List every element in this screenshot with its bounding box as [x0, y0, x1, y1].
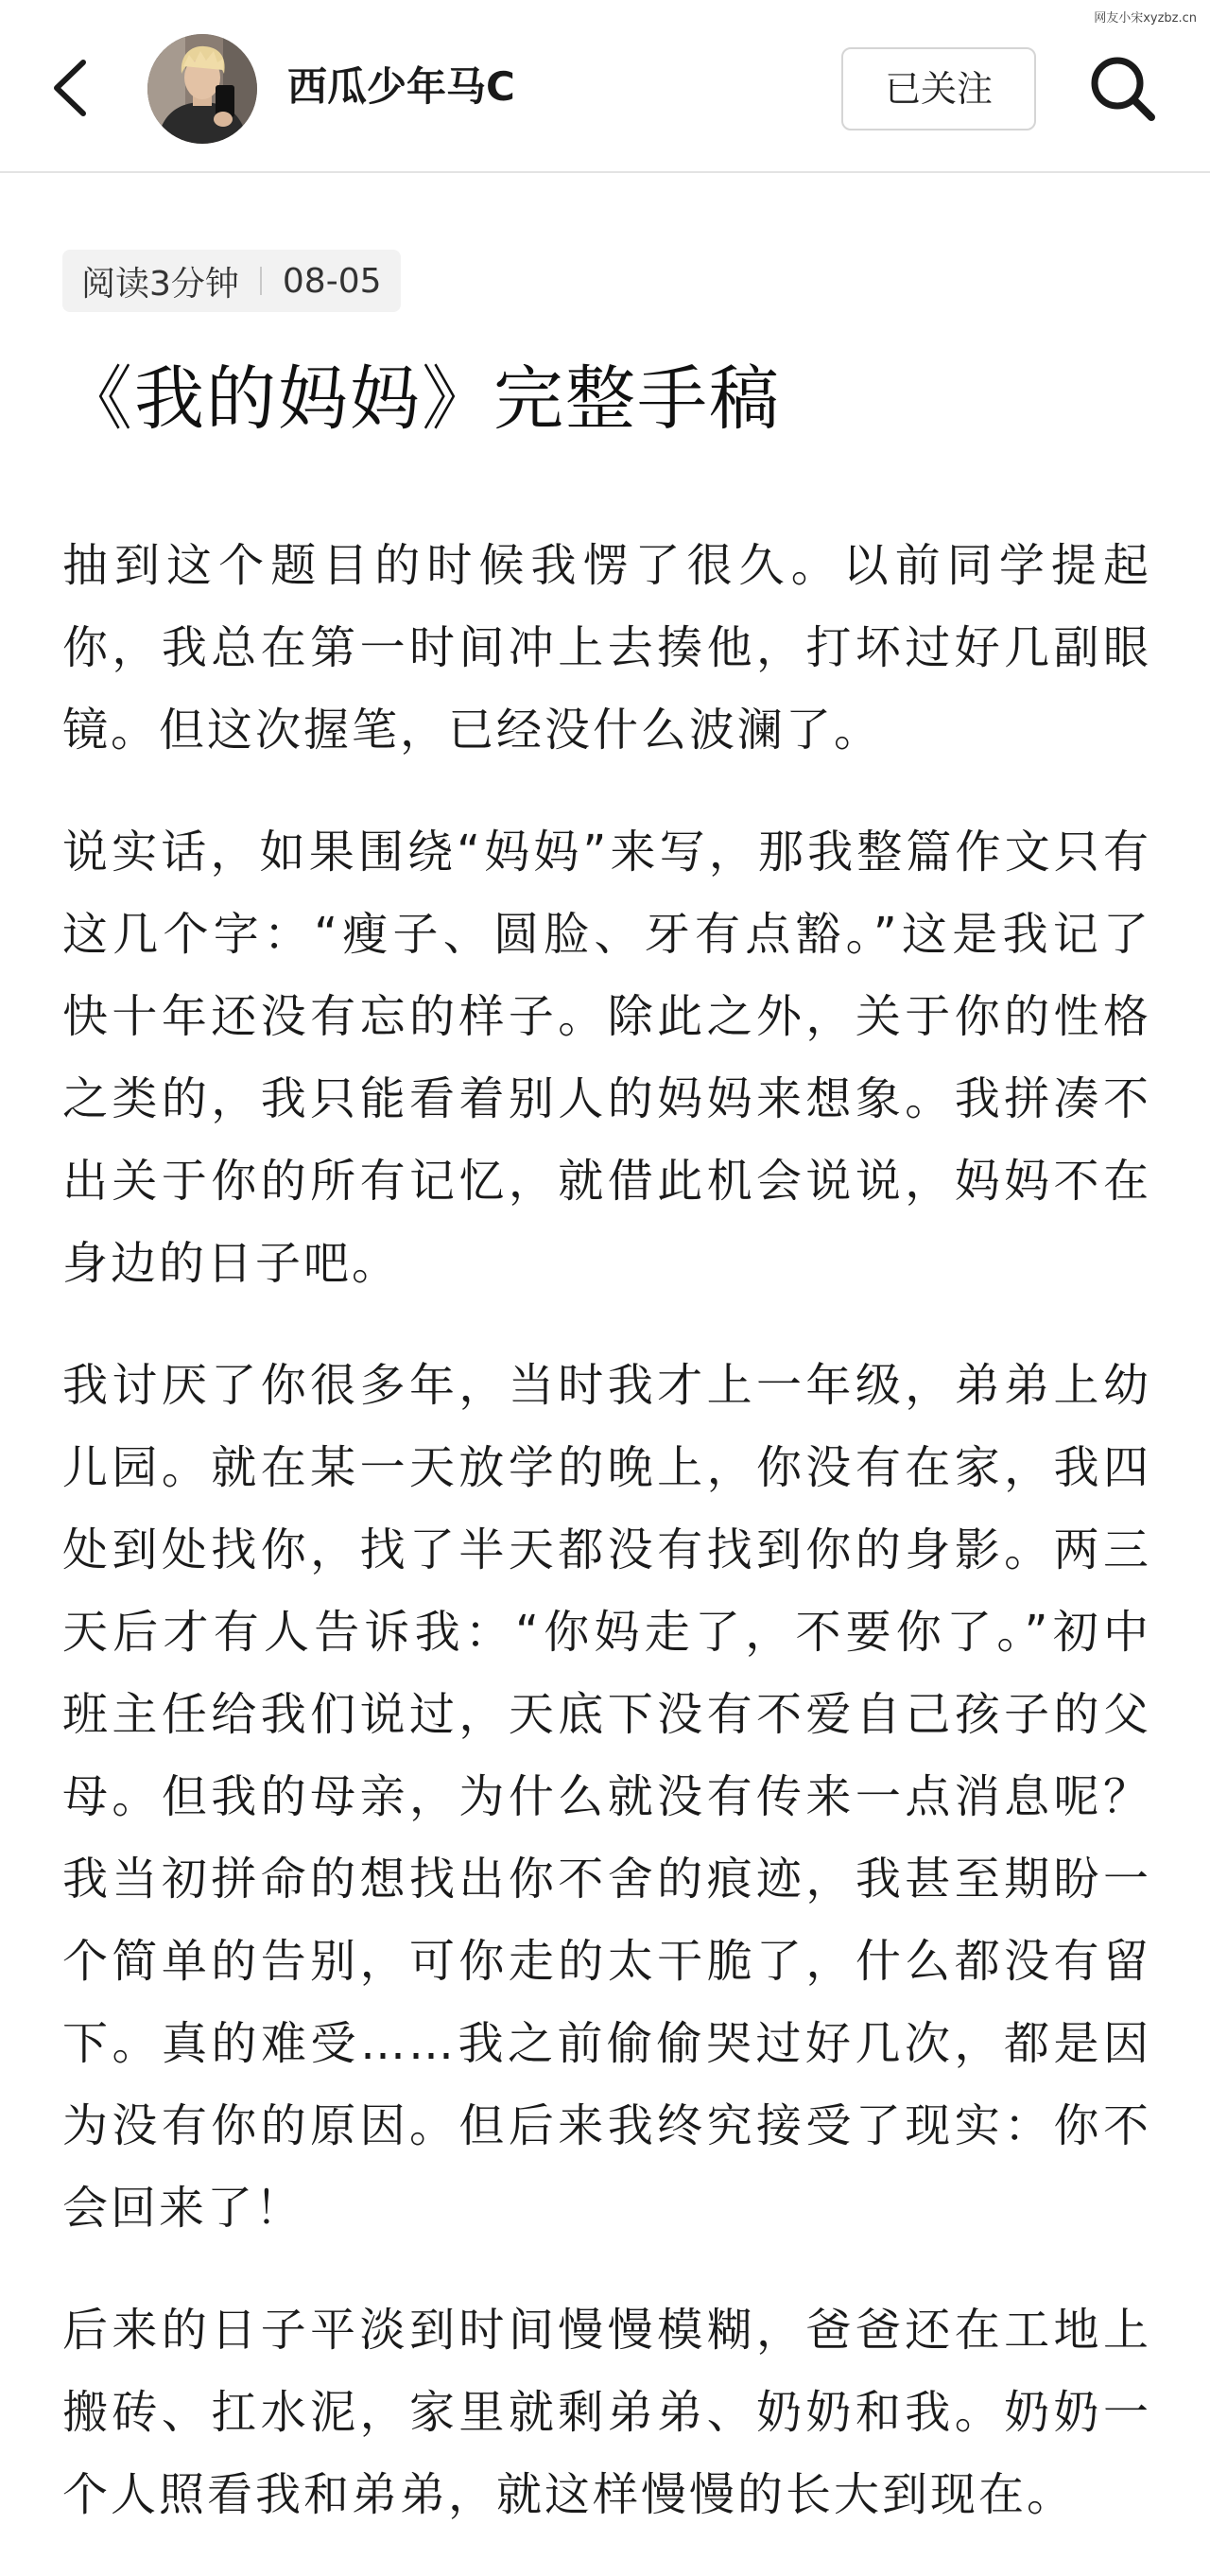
publish-date: 08-05	[282, 261, 382, 301]
article-meta	[62, 250, 401, 312]
avatar-photo	[147, 34, 257, 144]
article-title: 《我的妈妈》完整手稿	[62, 358, 781, 440]
article-paragraph: 说实话，如果围绕“妈妈”来写，那我整篇作文只有这几个字：“瘦子、圆脸、牙有点豁。”这是我记了快十年还没有忘的样子。除此之外，关于你的性格之类的，我只能看着别人的妈妈来想象。我拼凑不出关于你的所有记忆，就借此机会说说，妈妈不在身边的日子吧。	[62, 826, 1151, 1290]
search-button[interactable]	[1087, 53, 1159, 125]
search-icon	[1087, 53, 1159, 125]
author-name[interactable]: 西瓜少年马C	[287, 63, 515, 110]
follow-button[interactable]: 已关注	[841, 47, 1036, 131]
author-avatar[interactable]	[147, 34, 257, 144]
top-bar	[0, 0, 1210, 173]
back-button[interactable]	[45, 57, 98, 119]
meta-divider	[260, 267, 262, 295]
read-time: 阅读3分钟	[81, 264, 239, 304]
watermark: 网友小宋xyzbz.cn	[1094, 11, 1197, 26]
article-paragraph: 后来的日子平淡到时间慢慢模糊，爸爸还在工地上搬砖、扛水泥，家里就剩弟弟、奶奶和我。奶奶一个人照看我和弟弟，就这样慢慢的长大到现在。	[62, 2304, 1151, 2521]
article-paragraph: 抽到这个题目的时候我愣了很久。以前同学提起你，我总在第一时间冲上去揍他，打坏过好几副眼镜。但这次握笔，已经没什么波澜了。	[62, 539, 1151, 757]
article-paragraph: 我讨厌了你很多年，当时我才上一年级，弟弟上幼儿园。就在某一天放学的晚上，你没有在家，我四处到处找你，找了半天都没有找到你的身影。两三天后才有人告诉我：“你妈走了，不要你了。”初中班主任给我们说过，天底下没有不爱自己孩子的父母。但我的母亲，为什么就没有传来一点消息呢？我当初拼命的想找出你不舍的痕迹，我甚至期盼一个简单的告别，可你走的太干脆了，什么都没有留下。真的难受……我之前偷偷哭过好几次，都是因为没有你的原因。但后来我终究接受了现实：你不会回来了！	[62, 1359, 1151, 2235]
chevron-left-icon	[45, 57, 98, 119]
article-body	[62, 525, 1151, 2576]
